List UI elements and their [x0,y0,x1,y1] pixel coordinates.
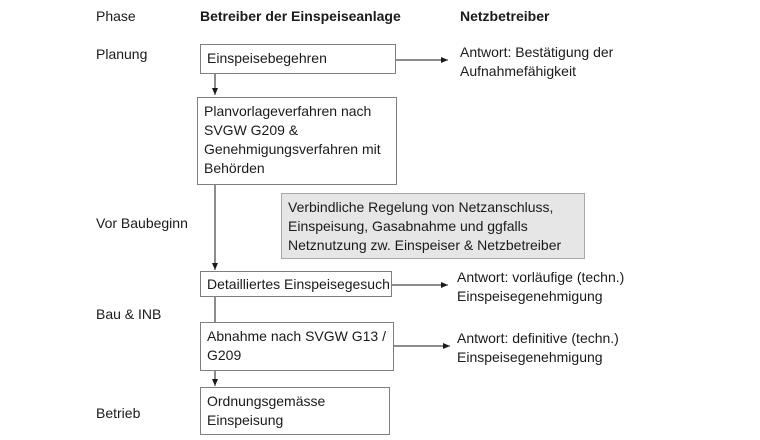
box-line: Netznutzung zw. Einspeiser & Netzbetreiber [288,237,562,253]
box-feed-in-request [200,44,396,74]
response-line: Einspeisegenehmigung [457,349,603,365]
box-line: Einspeisebegehren [207,50,327,66]
header-phase: Phase [96,8,136,24]
box-plan-review [197,97,397,185]
box-line: G209 [207,347,242,363]
box-line: Ordnungsgemässe [207,393,326,409]
phase-operation: Betrieb [96,405,141,421]
header-network: Netzbetreiber [460,8,550,24]
response-provisional [457,268,624,306]
box-acceptance [200,322,394,371]
box-line: Planvorlageverfahren nach [204,103,372,119]
phase-planning: Planung [96,46,148,62]
box-line: Abnahme nach SVGW G13 / [207,328,386,344]
box-line: Einspeisung, Gasabnahme und ggfalls [288,218,528,234]
response-line: Antwort: vorläufige (techn.) [457,269,625,285]
box-line: SVGW G209 & [204,122,299,138]
box-line: Detailliertes Einspeisegesuch [207,276,390,292]
response-line: Einspeisegenehmigung [457,288,603,304]
box-detailed-request [200,271,392,297]
response-definitive [457,329,619,367]
box-line: Behörden [204,160,265,176]
header-operator: Betreiber der Einspeiseanlage [200,8,401,24]
phase-construction: Bau & INB [96,306,162,322]
response-line: Antwort: Bestätigung der [460,44,614,60]
box-binding-regulation [281,193,585,259]
box-proper-feed-in [200,387,390,435]
box-line: Verbindliche Regelung von Netzanschluss, [288,199,554,215]
response-line: Antwort: definitive (techn.) [457,330,619,346]
box-line: Einspeisung [207,412,284,428]
phase-before-construction: Vor Baubeginn [96,215,188,231]
response-line: Aufnahmefähigkeit [460,63,576,79]
response-confirmation [460,43,613,81]
box-line: Genehmigungsverfahren mit [204,141,381,157]
